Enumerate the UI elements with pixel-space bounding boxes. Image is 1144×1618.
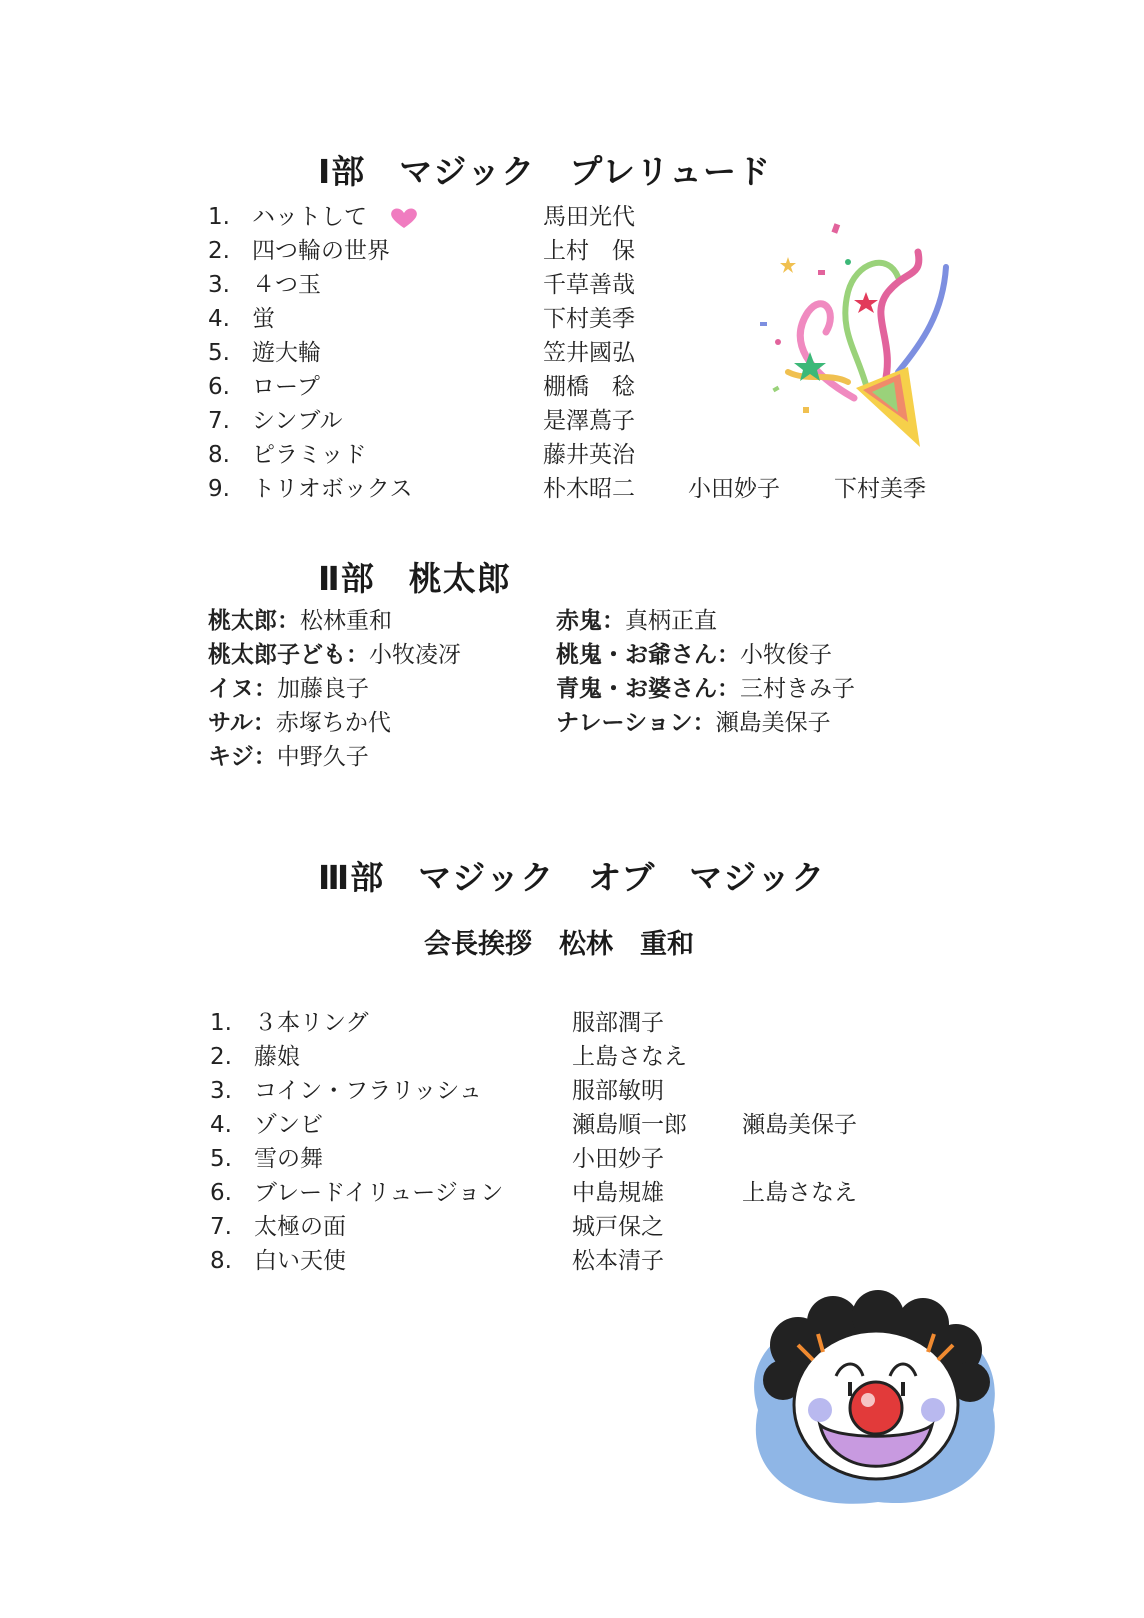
act-performer: 下村美季 [543,306,635,332]
act-performer: 是澤蔦子 [543,408,635,434]
list-item [210,1108,890,1142]
act-number: 7. [208,408,230,434]
cast-role: 桃鬼・お爺さん [556,642,717,668]
cast-entry [208,672,369,706]
cast-role: 赤鬼 [556,608,602,634]
cast-entry [208,706,391,740]
cast-separator: ： [346,642,369,668]
act-number: 5. [208,340,230,366]
act-performer: 棚橋 稔 [543,374,635,400]
act-number: 2. [208,238,230,264]
act-title: シンブル [252,408,343,434]
cast-entry [556,672,855,706]
act-title: 遊大輪 [252,340,321,366]
act-performer: 中島規雄 [572,1180,664,1206]
act-title: 雪の舞 [254,1146,323,1172]
cast-name: 赤塚ちか代 [275,710,391,736]
cast-role: 青鬼・お婆さん [556,676,717,702]
act-title: ４つ玉 [252,272,321,298]
act-title: 藤娘 [254,1044,300,1070]
list-item [210,1176,890,1210]
act-performer: 瀬島順一郎 [572,1112,687,1138]
act-performer: 笠井國弘 [543,340,635,366]
list-item [210,1142,890,1176]
part3-heading: Ⅲ部 マジック オブ マジック [318,858,826,897]
cast-name: 小牧凌冴 [369,642,461,668]
act-number: 9. [208,476,230,502]
cast-name: 瀬島美保子 [715,710,831,736]
list-item [210,1006,890,1040]
act-title: 白い天使 [254,1248,346,1274]
act-number: 1. [208,204,230,230]
greeting-line: 会長挨拶 松林 重和 [424,929,694,960]
cast-entry [556,604,717,638]
act-number: 1. [210,1010,232,1036]
act-number: 3. [210,1078,232,1104]
act-performer: 上島さなえ [742,1180,857,1206]
act-title: ブレードイリュージョン [254,1180,504,1206]
act-number: 3. [208,272,230,298]
party-popper-illustration [748,222,958,457]
list-item [208,472,948,506]
act-title: ゾンビ [254,1112,323,1138]
cast-role: キジ [208,744,254,770]
cast-name: 小牧俊子 [740,642,832,668]
cast-separator: ： [717,642,740,668]
list-item [210,1210,890,1244]
list-item [210,1040,890,1074]
act-number: 8. [208,442,230,468]
act-number: 6. [210,1180,232,1206]
part1-heading: Ⅰ部 マジック プレリュード [318,152,771,191]
clown-face-illustration [738,1290,1008,1515]
act-title: ３本リング [254,1010,369,1036]
act-performer: 朴木昭二 [543,476,635,502]
cast-role: イヌ [208,676,254,702]
cast-role: サル [208,710,253,736]
cast-entry [208,638,461,672]
cast-separator: ： [717,676,740,702]
act-performer: 上島さなえ [572,1044,687,1070]
act-number: 5. [210,1146,232,1172]
act-number: 8. [210,1248,232,1274]
cast-role: ナレーション [556,710,693,736]
cast-entry [208,604,392,638]
cast-separator: ： [277,608,300,634]
cast-name: 中野久子 [276,744,369,770]
heart-icon [389,207,419,229]
cast-entry [556,638,832,672]
act-performer: 城戸保之 [572,1214,664,1240]
act-title: トリオボックス [252,476,413,502]
act-title: 四つ輪の世界 [252,238,390,264]
cast-separator: ： [254,676,277,702]
act-performer: 小田妙子 [688,476,780,502]
act-number: 4. [208,306,230,332]
act-title: コイン・フラリッシュ [254,1078,482,1104]
act-performer: 服部敏明 [572,1078,664,1104]
act-performer: 服部潤子 [572,1010,664,1036]
act-title: ロープ [252,374,320,400]
act-number: 4. [210,1112,232,1138]
act-title: ハットして [252,200,419,234]
act-performer: 小田妙子 [572,1146,664,1172]
act-performer: 瀬島美保子 [742,1112,857,1138]
act-performer: 下村美季 [834,476,926,502]
cast-separator: ： [602,608,625,634]
list-item [210,1244,890,1278]
act-number: 7. [210,1214,232,1240]
act-performer: 上村 保 [543,238,635,264]
cast-entry [556,706,831,740]
cast-name: 松林重和 [300,608,392,634]
cast-name: 加藤良子 [277,676,369,702]
act-performer: 藤井英治 [543,442,635,468]
list-item [210,1074,890,1108]
act-performer: 松本清子 [572,1248,664,1274]
part2-heading: Ⅱ部 桃太郎 [318,559,511,598]
act-title: 太極の面 [254,1214,346,1240]
act-performer: 馬田光代 [543,204,635,230]
act-title: ピラミッド [252,442,367,468]
cast-role: 桃太郎 [208,608,277,634]
act-performer: 千草善哉 [543,272,635,298]
cast-name: 真柄正直 [625,608,717,634]
cast-separator: ： [692,710,716,736]
cast-separator: ： [253,744,277,770]
cast-separator: ： [252,710,276,736]
cast-entry [208,740,369,774]
cast-name: 三村きみ子 [740,676,855,702]
act-number: 2. [210,1044,232,1070]
cast-role: 桃太郎子ども [208,642,346,668]
act-number: 6. [208,374,230,400]
act-title: 蛍 [252,306,275,332]
